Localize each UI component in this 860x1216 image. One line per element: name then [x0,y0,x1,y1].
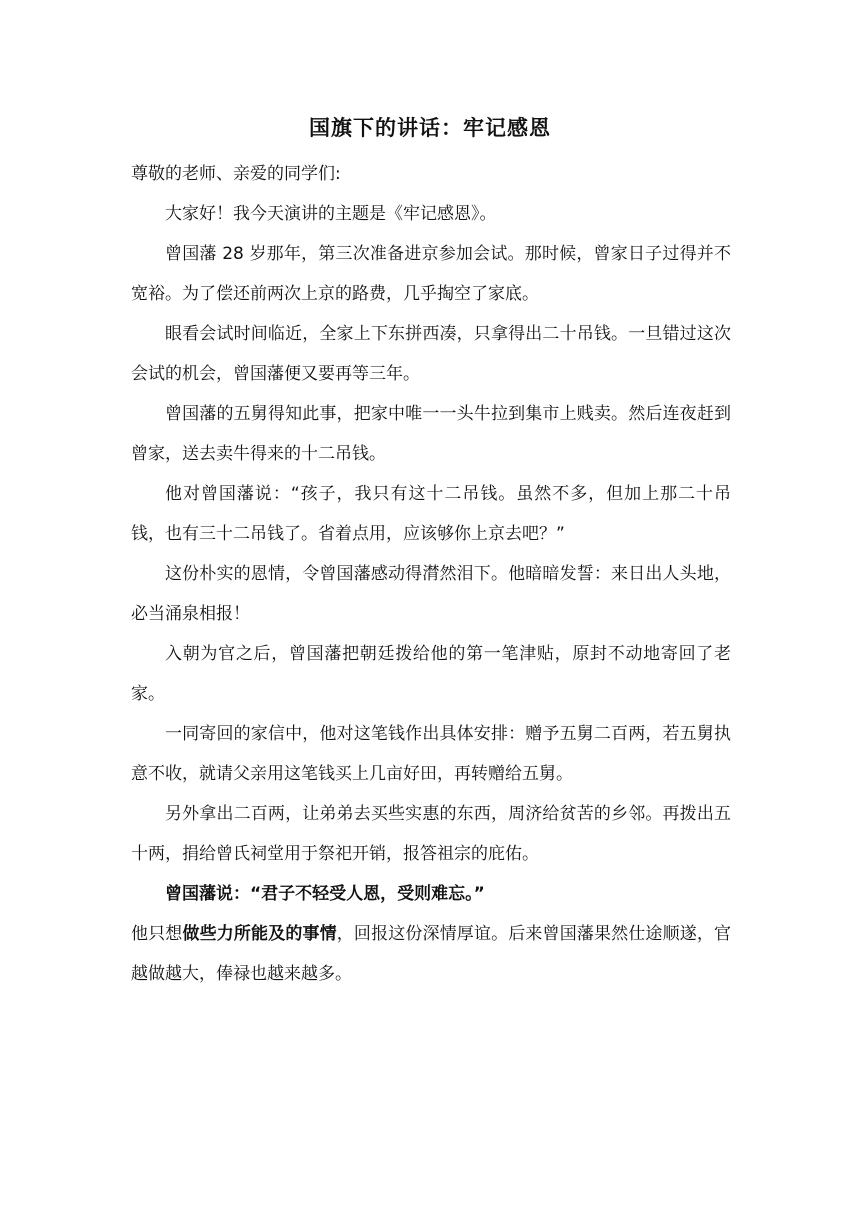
salutation: 尊敬的老师、亲爱的同学们: [131,164,341,184]
last-paragraph-start: 他只想 [131,924,183,944]
paragraph-6: 这份朴实的恩情，令曾国藩感动得潸然泪下。他暗暗发誓：来日出人头地，必当涌泉相报！ [131,564,731,624]
paragraph-3: 眼看会试时间临近，全家上下东拼西凑，只拿得出二十吊钱。一旦错过这次会试的机会，曾国藩便又要再等三年。 [131,324,731,384]
paragraph-9: 另外拿出二百两，让弟弟去买些实惠的东西，周济给贫苦的乡邻。再拨出五十两，捐给曾氏祠堂用于祭祀开销，报答祖宗的庇佑。 [131,804,731,864]
last-paragraph-emphasis: 做些力所能及的事情 [182,924,337,944]
document-title: 国旗下的讲话：牢记感恩 [309,116,551,140]
quote-paragraph: 曾国藩说：“君子不轻受人恩，受则难忘。” [165,884,485,904]
paragraph-4: 曾国藩的五舅得知此事，把家中唯一一头牛拉到集市上贱卖。然后连夜赶到曾家，送去卖牛得来的十二吊钱。 [131,404,731,464]
paragraph-8: 一同寄回的家信中，他对这笔钱作出具体安排：赠予五舅二百两，若五舅执意不收，就请父亲用这笔钱买上几亩好田，再转赠给五舅。 [131,724,731,784]
last-paragraph [131,914,731,994]
paragraph-1: 大家好！我今天演讲的主题是《牢记感恩》。 [165,204,497,224]
document-body [131,154,731,994]
last-paragraph-end: ，回报这份深情厚谊。后来曾国藩果然仕途顺遂，官越做越大，俸禄也越来越多。 [131,924,732,984]
paragraph-7: 入朝为官之后，曾国藩把朝廷拨给他的第一笔津贴，原封不动地寄回了老家。 [131,644,731,704]
paragraph-2: 曾国藩 28 岁那年，第三次准备进京参加会试。那时候，曾家日子过得并不宽裕。为了偿还前两次上京的路费，几乎掏空了家底。 [131,244,731,304]
paragraph-5: 他对曾国藩说：“孩子，我只有这十二吊钱。虽然不多，但加上那二十吊钱，也有三十二吊钱了。省着点用，应该够你上京去吧？” [131,484,731,544]
